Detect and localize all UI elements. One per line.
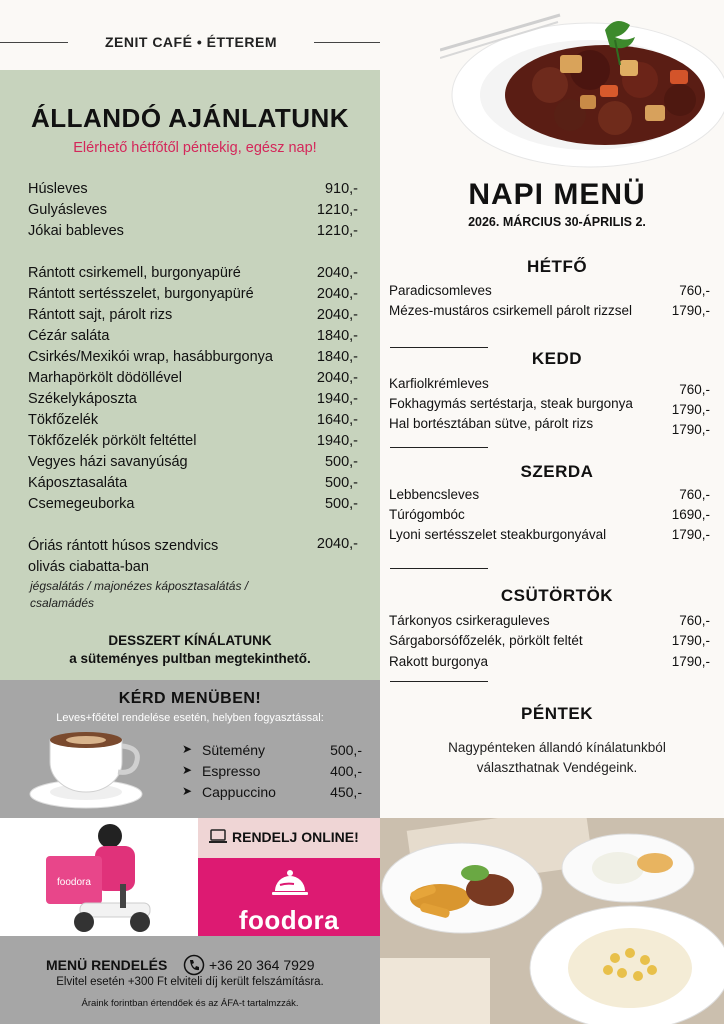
menu-extras-subtitle: Leves+főétel rendelése esetén, helyben fogyasztással: (56, 712, 324, 724)
menu-item-price: 1840,- (316, 349, 358, 365)
arrow-icon: ➤ (182, 763, 193, 777)
foodora-wordmark[interactable]: foodora (238, 905, 340, 935)
day-heading-wednesday: SZERDA (520, 462, 594, 481)
delivery-fee-note: Elvitel esetén +300 Ft elviteli díj került felszámításra. (56, 976, 324, 988)
laptop-icon (208, 828, 228, 846)
menu-item-name: Rántott csirkemell, burgonyapüré (28, 265, 241, 281)
friday-note (390, 738, 724, 778)
food-plates-illustration (380, 818, 724, 1024)
daily-item-price: 1790,- (671, 654, 710, 669)
menu-item-price: 500,- (324, 454, 358, 470)
phone-icon (183, 954, 205, 976)
courier-photo (0, 818, 198, 936)
daily-item-price: 1790,- (671, 633, 710, 648)
daily-item-name: Karfiolkrémleves (389, 376, 489, 391)
cloche-icon (272, 865, 308, 897)
sandwich-note: jégsalátás / majonézes káposztasalátás / csalamádés (30, 579, 249, 610)
menu-item-price: 500,- (324, 496, 358, 512)
menu-item-price: 1210,- (316, 223, 358, 239)
phone-number[interactable]: +36 20 364 7929 (209, 957, 315, 973)
daily-item-price: 1690,- (671, 507, 710, 522)
daily-item-name: Hal bortésztában sütve, párolt rizs (389, 416, 594, 431)
menu-item-price: 2040,- (316, 370, 358, 386)
menu-item-price: 1210,- (316, 202, 358, 218)
daily-item-name: Sárgaborsófőzelék, pörkölt feltét (389, 633, 583, 648)
daily-item-name: Lyoni sertésszelet steakburgonyával (389, 527, 607, 542)
permanent-offer-title: ÁLLANDÓ AJÁNLATUNK (30, 103, 350, 133)
daily-item-price: 1790,- (671, 422, 710, 437)
menu-item-price: 500,- (324, 475, 358, 491)
daily-item-price: 1790,- (671, 303, 710, 318)
daily-menu-title: NAPI MENÜ (468, 178, 646, 211)
arrow-icon: ➤ (182, 784, 193, 798)
menu-item-price: 2040,- (316, 265, 358, 281)
menu-item-price: 1840,- (316, 328, 358, 344)
header-rule-left (0, 42, 68, 43)
day-separator (390, 568, 488, 569)
daily-item-name: Fokhagymás sertéstarja, steak burgonya (389, 396, 633, 411)
extra-item-price: 500,- (330, 742, 362, 758)
day-heading-thursday: CSÜTÖRTÖK (500, 586, 614, 605)
extra-item-name: Cappuccino (202, 784, 276, 800)
order-online-label[interactable]: RENDELJ ONLINE! (232, 829, 359, 845)
sandwich-name-line1: Óriás rántott húsos szendvics (28, 538, 219, 554)
sandwich-name-line2: olivás ciabatta-ban (28, 559, 149, 575)
menu-item-price: 1940,- (316, 391, 358, 407)
daily-item-name: Rakott burgonya (389, 654, 489, 669)
extra-item-name: Espresso (202, 763, 261, 779)
friday-note-line1: Nagypénteken állandó kínálatunkból (448, 740, 666, 755)
daily-item-price: 760,- (679, 613, 710, 628)
extra-item-name: Sütemény (202, 742, 266, 758)
menu-item-name: Csemegeuborka (28, 496, 135, 512)
menu-extras-title: KÉRD MENÜBEN! (118, 690, 262, 707)
friday-note-line2: választhatnak Vendégeink. (476, 760, 638, 775)
menu-item-price: 910,- (324, 181, 358, 197)
courier-scooter-icon (0, 818, 198, 936)
daily-item-name: Mézes-mustáros csirkemell párolt rizzsel (389, 303, 633, 318)
menu-item-name: Rántott sertésszelet, burgonyapüré (28, 286, 254, 302)
daily-item-name: Paradicsomleves (389, 283, 492, 298)
menu-item-price: 2040,- (316, 307, 358, 323)
daily-item-price: 760,- (679, 283, 710, 298)
permanent-offer-subtitle: Elérhető hétfőtől péntekig, egész nap! (73, 140, 317, 156)
coffee-cup-icon (28, 730, 148, 812)
menu-item-price: 2040,- (316, 286, 358, 302)
extra-item-price: 450,- (330, 784, 362, 800)
menu-item-name: Rántott sajt, párolt rizs (28, 307, 173, 323)
menu-item-name: Székelykáposzta (28, 391, 137, 407)
menu-item-name: Tökfőzelék pörkölt feltéttel (28, 433, 197, 449)
sandwich-price: 2040,- (316, 536, 358, 552)
dessert-notice (0, 632, 380, 668)
menu-item-name: Jókai bableves (28, 223, 124, 239)
dessert-subtitle: a süteményes pultban megtekinthető. (69, 651, 311, 666)
extra-item-price: 400,- (330, 763, 362, 779)
daily-item-price: 1790,- (671, 527, 710, 542)
menu-item-name: Vegyes házi savanyúság (28, 454, 188, 470)
menu-item-name: Cézár saláta (28, 328, 110, 344)
day-separator (390, 447, 488, 448)
daily-item-name: Túrógombóc (389, 507, 465, 522)
menu-item-name: Tökfőzelék (28, 412, 99, 428)
beef-stew-photo (440, 0, 724, 175)
dessert-title: DESSZERT KÍNÁLATUNK (108, 633, 272, 648)
order-label: MENÜ RENDELÉS (46, 957, 168, 973)
brand-name: ZENIT CAFÉ • ÉTTEREM (104, 34, 277, 50)
day-separator (390, 681, 488, 682)
menu-item-name: Húsleves (28, 181, 88, 197)
menu-item-price: 1640,- (316, 412, 358, 428)
daily-item-price: 1790,- (671, 402, 710, 417)
menu-item-price: 1940,- (316, 433, 358, 449)
daily-item-name: Tárkonyos csirkeraguleves (389, 613, 550, 628)
daily-item-price: 760,- (679, 487, 710, 502)
menu-item-name: Gulyásleves (28, 202, 107, 218)
vat-note: Áraink forintban értendőek és az ÁFA-t tartalmzzák. (81, 998, 299, 1009)
daily-item-price: 760,- (679, 382, 710, 397)
day-heading-monday: HÉTFŐ (526, 257, 588, 276)
day-heading-friday: PÉNTEK (521, 704, 593, 723)
menu-item-name: Káposztasaláta (28, 475, 128, 491)
day-heading-tuesday: KEDD (531, 349, 583, 368)
scooter-box-label: foodora (57, 877, 91, 888)
food-plates-photo (380, 818, 724, 1024)
daily-item-name: Lebbencsleves (389, 487, 480, 502)
arrow-icon: ➤ (182, 742, 193, 756)
menu-item-name: Csirkés/Mexikói wrap, hasábburgonya (28, 349, 273, 365)
daily-menu-date: 2026. MÁRCIUS 30-ÁPRILIS 2. (468, 215, 646, 229)
menu-item-name: Marhapörkölt dödöllével (28, 370, 182, 386)
day-separator (390, 347, 488, 348)
header-rule-right (314, 42, 380, 43)
